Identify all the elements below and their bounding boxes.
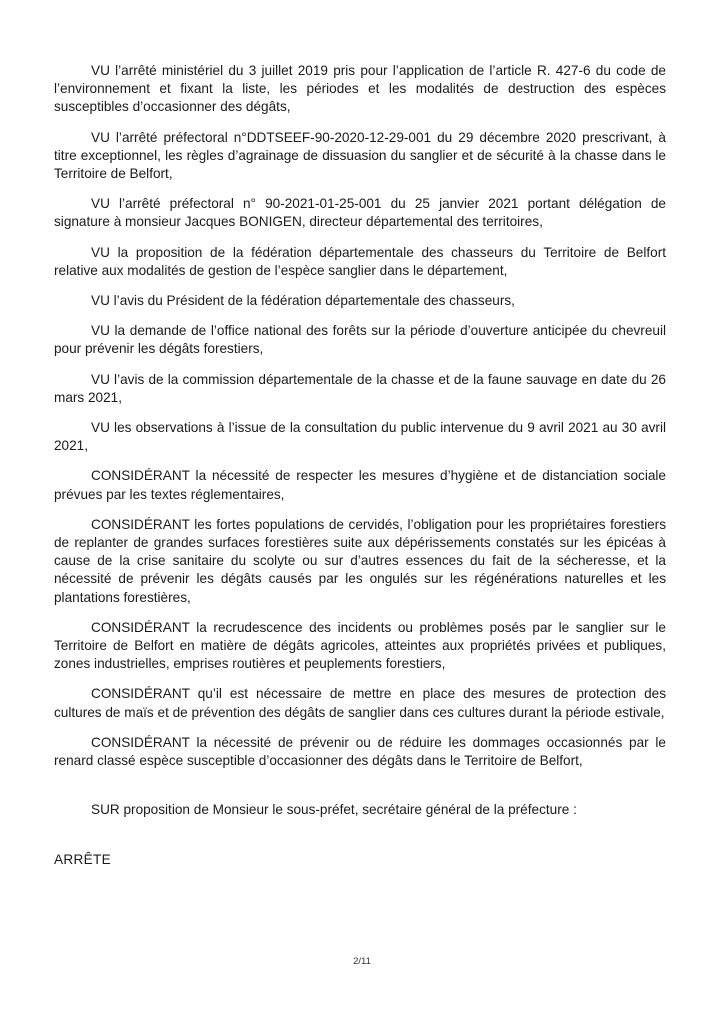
paragraph-considerant-mais: CONSIDÉRANT qu’il est nécessaire de mettre en place des mesures de protection des cultures de maïs et de prévention des dégâts de sanglier dans ces cultures durant la période estivale, [54,686,666,720]
paragraph-vu-avis-commission: VU l’avis de la commission départementale de la chasse et de la faune sauvage en date du 26 mars 2021, [54,371,666,405]
document-page [54,62,666,869]
paragraph-vu-demande-onf: VU la demande de l’office national des forêts sur la période d’ouverture anticipée du chevreuil pour prévenir les dégâts forestiers, [54,323,666,357]
paragraph-vu-arrete-delegation: VU l’arrêté préfectoral n° 90-2021-01-25-001 du 25 janvier 2021 portant délégation de signature à monsieur Jacques BONIGEN, directeur départemental des territoires, [54,196,666,230]
paragraph-considerant-hygiene: CONSIDÉRANT la nécessité de respecter les mesures d’hygiène et de distanciation sociale prévues par les textes réglementaires, [54,468,666,502]
paragraph-considerant-cervides: CONSIDÉRANT les fortes populations de cervidés, l’obligation pour les propriétaires forestiers de replanter de grandes surfaces forestières suite aux dépérissements constatés sur les épicéas à cause de la crise sanitaire du scolyte ou sur d’autres essences du fait de la sécheresse, et la nécessité de prévenir les dégâts causés par les ongulés sur les régénérations naturelles et les plantations forestières, [54,516,666,605]
paragraph-considerant-renard: CONSIDÉRANT la nécessité de prévenir ou de réduire les dommages occasionnés par le renard classé espèce susceptible d’occasionner des dégâts dans le Territoire de Belfort, [54,734,666,769]
page-number: 2/11 [353,956,371,967]
paragraph-vu-observations-public: VU les observations à l’issue de la consultation du public intervenue du 9 avril 2021 au 30 avril 2021, [54,420,666,454]
paragraph-vu-arrete-agrainage: VU l’arrêté préfectoral n°DDTSEEF-90-2020-12-29-001 du 29 décembre 2020 prescrivant, à titre exceptionnel, les règles d’agrainage de dissuasion du sanglier et de sécurité à la chasse dans le Territoire de Belfort, [54,129,666,182]
paragraph-vu-avis-president: VU l’avis du Président de la fédération départementale des chasseurs, [91,293,515,309]
arrete-heading: ARRÊTE [54,851,111,867]
paragraph-vu-arrete-ministeriel: VU l’arrêté ministériel du 3 juillet 2019 pris pour l’application de l’article R. 427-6 du code de l’environnement et fixant la liste, les périodes et les modalités de destruction des espèces susceptibles d’occasionner des dégâts, [54,63,666,115]
paragraph-considerant-sanglier: CONSIDÉRANT la recrudescence des incidents ou problèmes posés par le sanglier sur le Territoire de Belfort en matière de dégâts agricoles, atteintes aux propriétés privées et publiques, zones industrielles, emprises routières et peuplements forestiers, [54,619,666,672]
paragraph-vu-proposition-federation: VU la proposition de la fédération départementale des chasseurs du Territoire de Belfort relative aux modalités de gestion de l’espèce sanglier dans le département, [54,244,666,278]
paragraph-sur-proposition: SUR proposition de Monsieur le sous-préfet, secrétaire général de la préfecture : [91,802,577,818]
